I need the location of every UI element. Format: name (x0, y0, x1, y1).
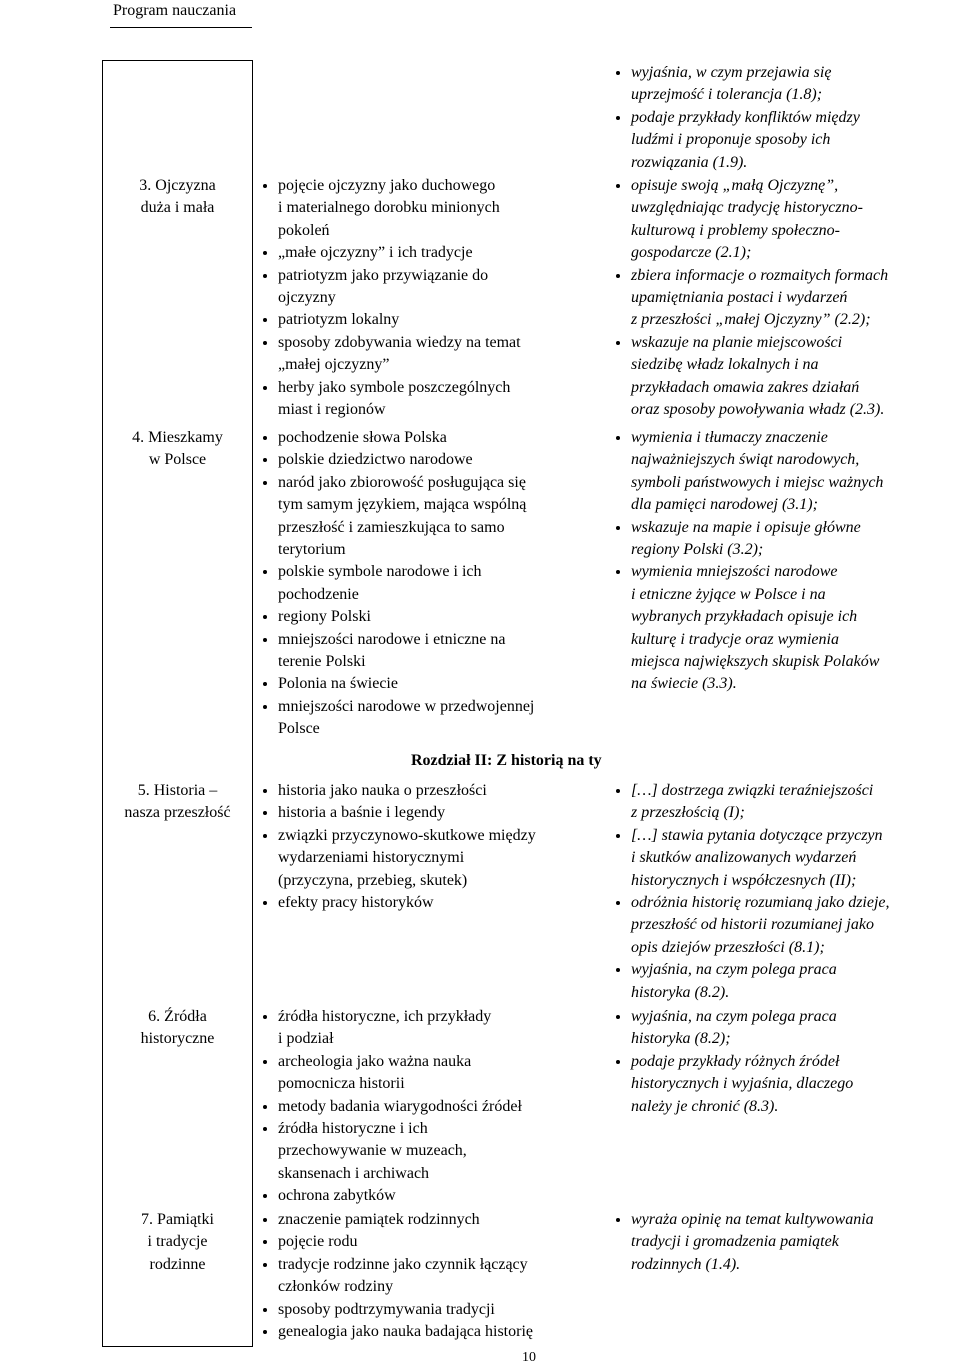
list-item-line: gospodarcze (2.1); (631, 244, 752, 262)
list-item (608, 427, 883, 517)
list-item (255, 265, 521, 310)
list-item-line: pochodzenie (278, 585, 359, 603)
topic-line: w Polsce (148, 451, 207, 469)
list-item (255, 1254, 533, 1299)
list-item (255, 449, 534, 471)
list-item (255, 175, 521, 242)
list-item-line: tym samym językiem, mająca wspólną (278, 496, 527, 514)
list-item-line: z przeszłości „małej Ojczyzny” (2.2); (631, 311, 871, 329)
list-item-line: wybranych przykładach opisuje ich (631, 608, 858, 626)
page-header-title: Program nauczania (113, 2, 237, 19)
list-item-line: z przeszłością (I); (631, 804, 745, 822)
topic-line: 3. Ojczyzna (139, 177, 216, 194)
topic-line: 7. Pamiątki (141, 1211, 214, 1228)
list-item (255, 427, 534, 449)
list-item-line: rodzinnych (1.4). (631, 1255, 741, 1273)
topic-line: duża i mała (140, 199, 215, 217)
list-item-line: ochrona zabytków (278, 1187, 396, 1205)
list-item-line: naród jako zbiorowość posługująca się (278, 473, 526, 491)
list-item-line: terytorium (278, 541, 346, 559)
list-item-line: i podział (278, 1030, 334, 1048)
list-item-line: historycznych i współczesnych (II); (631, 871, 857, 889)
topic-line: i tradycje (147, 1233, 208, 1251)
list-item-line: podaje przykłady różnych źródeł (631, 1052, 840, 1070)
list-item-line: wymienia i tłumaczy znaczenie (631, 429, 828, 446)
chapter-heading: Rozdział II: Z historią na ty (411, 752, 602, 769)
list-item-line: efekty pracy historyków (278, 894, 434, 912)
list-item (255, 1096, 522, 1118)
list-item (255, 825, 536, 892)
list-item-line: związki przyczynowo-skutkowe między (278, 826, 536, 844)
list-item-line: przykładach omawia zakres działań (631, 378, 860, 396)
list-item-line: historyka (8.2); (631, 1030, 731, 1048)
list-item (255, 673, 534, 695)
list-item-line: ludźmi i proponuje sposoby ich (631, 131, 831, 149)
list-item (255, 1321, 533, 1343)
list-item-line: polskie symbole narodowe i ich (278, 563, 482, 581)
list-item (255, 309, 521, 331)
requirements-list-mieszkamy (608, 427, 883, 696)
list-item (608, 62, 860, 107)
list-item-line: przechowywanie w muzeach, (278, 1142, 467, 1160)
list-item-line: wskazuje na planie miejscowości (631, 333, 843, 351)
list-item-line: pokoleń (278, 221, 330, 239)
list-item-line: metody badania wiarygodności źródeł (278, 1097, 522, 1115)
list-item (255, 802, 536, 824)
list-item-line: i skutków analizowanych wydarzeń (631, 849, 857, 867)
list-item-line: wyjaśnia, na czym polega praca (631, 1008, 837, 1025)
list-item (608, 1006, 853, 1051)
list-item-line: kulturę i tradycje oraz wymienia (631, 630, 839, 648)
grid-vline-topic (252, 60, 253, 1347)
topic-5 (103, 780, 252, 825)
list-item-line: (przyczyna, przebieg, skutek) (278, 871, 468, 889)
grid-vline-left (102, 60, 103, 1347)
list-item-line: historia a baśnie i legendy (278, 804, 446, 822)
list-item (608, 265, 888, 332)
list-item (255, 1185, 522, 1207)
list-item (255, 472, 534, 562)
list-item-line: wskazuje na mapie i opisuje główne (631, 518, 861, 536)
list-item-line: siedzibę władz lokalnych i na (631, 356, 819, 374)
grid-hline-top (102, 60, 253, 61)
list-item-line: sposoby zdobywania wiedzy na temat (278, 333, 521, 351)
requirements-list-pamiatki (608, 1209, 874, 1276)
requirements-list-top (608, 62, 860, 174)
list-item-line: wyjaśnia, w czym przejawia się (631, 64, 832, 81)
list-item-line: mniejszości narodowe w przedwojennej (278, 697, 535, 715)
list-item-line: odróżnia historię rozumianą jako dzieje, (631, 894, 890, 912)
list-item (608, 107, 860, 174)
list-item-line: opisuje swoją „małą Ojczyznę”, (631, 177, 839, 194)
topic-line: 5. Historia – (137, 782, 218, 799)
list-item-line: pomocnicza historii (278, 1075, 405, 1093)
list-item-line: „małej ojczyzny” (278, 356, 390, 374)
list-item-line: wyjaśnia, na czym polega praca (631, 961, 837, 979)
list-item-line: symboli państwowych i miejsc ważnych (631, 473, 884, 491)
list-item-line: tradycji i gromadzenia pamiątek (631, 1233, 839, 1251)
list-item-line: wyraża opinię na temat kultywowania (631, 1211, 874, 1228)
list-item-line: terenie Polski (278, 653, 366, 671)
list-item-line: upamiętniania postaci i wydarzeń (631, 289, 848, 307)
list-item-line: członków rodziny (278, 1278, 394, 1296)
list-item-line: wydarzeniami historycznymi (278, 849, 465, 867)
list-item-line: skansenach i archiwach (278, 1164, 430, 1182)
list-item-line: Polonia na świecie (278, 675, 398, 693)
list-item (255, 332, 521, 377)
list-item-line: historycznych i wyjaśnia, dlaczego (631, 1075, 854, 1093)
list-item (255, 561, 534, 606)
list-item (255, 1299, 533, 1321)
list-item (255, 242, 521, 264)
list-item-line: regiony Polski (278, 608, 371, 626)
list-item-line: uwzględniając tradycję historyczno- (631, 199, 863, 217)
list-item-line: archeologia jako ważna nauka (278, 1052, 472, 1070)
list-item-line: tradycje rodzinne jako czynnik łączący (278, 1255, 528, 1273)
list-item-line: regiony Polski (3.2); (631, 541, 764, 559)
list-item-line: rozwiązania (1.9). (631, 153, 748, 171)
list-item-line: historia jako nauka o przeszłości (278, 782, 487, 799)
page-header (110, 0, 252, 30)
list-item-line: miast i regionów (278, 401, 386, 419)
list-item-line: genealogia jako nauka badająca historię (278, 1323, 533, 1341)
list-item-line: Polsce (278, 720, 320, 738)
requirements-list-historia (608, 780, 890, 1004)
list-item (255, 1231, 533, 1253)
list-item-line: sposoby podtrzymywania tradycji (278, 1300, 495, 1318)
topic-line: historyczne (140, 1030, 215, 1048)
list-item-line: […] stawia pytania dotyczące przyczyn (631, 826, 883, 844)
list-item (255, 377, 521, 422)
list-item-line: pojęcie ojczyzny jako duchowego (278, 177, 496, 194)
list-item-line: podaje przykłady konfliktów między (631, 108, 860, 126)
list-item (608, 780, 890, 825)
list-item-line: […] dostrzega związki teraźniejszości (631, 782, 874, 799)
requirements-list-zrodla (608, 1006, 853, 1118)
topic-6 (103, 1006, 252, 1051)
content-list-pamiatki (255, 1209, 533, 1343)
list-item-line: pochodzenie słowa Polska (278, 429, 447, 446)
content-list-ojczyzna (255, 175, 521, 421)
content-list-mieszkamy (255, 427, 534, 741)
list-item-line: źródła historyczne, ich przykłady (278, 1008, 492, 1025)
list-item-line: kulturową i problemy społeczno- (631, 221, 841, 239)
page-number: 10 (522, 1350, 536, 1365)
content-list-historia (255, 780, 536, 914)
page-header-rule (110, 27, 252, 28)
list-item-line: „małe ojczyzny” i ich tradycje (278, 244, 473, 262)
list-item (608, 959, 890, 1004)
list-item-line: i etniczne żyjące w Polsce i na (631, 585, 826, 603)
list-item (255, 696, 534, 741)
list-item (255, 1006, 522, 1051)
topic-7 (103, 1209, 252, 1276)
list-item (608, 332, 888, 422)
list-item (255, 606, 534, 628)
list-item-line: najważniejszych świąt narodowych, (631, 451, 860, 469)
topic-4 (103, 427, 252, 472)
list-item-line: herby jako symbole poszczególnych (278, 378, 511, 396)
list-item-line: oraz sposoby powoływania władz (2.3). (631, 401, 885, 419)
list-item-line: należy je chronić (8.3). (631, 1097, 779, 1115)
list-item (608, 1209, 874, 1276)
list-item-line: dla pamięci narodowej (3.1); (631, 496, 818, 514)
topic-3 (103, 175, 252, 220)
list-item-line: patriotyzm lokalny (278, 311, 400, 329)
requirements-list-ojczyzna (608, 175, 888, 421)
list-item-line: na świecie (3.3). (631, 675, 737, 693)
list-item-line: uprzejmość i tolerancja (1.8); (631, 86, 823, 104)
list-item (608, 517, 883, 562)
topic-line: 6. Źródła (148, 1008, 207, 1025)
topic-line: 4. Mieszkamy (132, 429, 223, 446)
list-item (255, 1118, 522, 1185)
list-item (255, 780, 536, 802)
content-list-zrodla (255, 1006, 522, 1208)
list-item-line: przeszłość od historii rozumianej jako (631, 916, 874, 934)
list-item-line: historyka (8.2). (631, 983, 730, 1001)
list-item (608, 175, 888, 265)
list-item-line: polskie dziedzictwo narodowe (278, 451, 473, 469)
list-item-line: opis dziejów przeszłości (8.1); (631, 938, 825, 956)
list-item (255, 629, 534, 674)
list-item (255, 1051, 522, 1096)
list-item-line: przeszłość i zamieszkująca to samo (278, 518, 505, 536)
list-item (608, 1051, 853, 1118)
list-item-line: źródła historyczne i ich (278, 1120, 428, 1138)
grid-hline-bottom (102, 1346, 253, 1347)
list-item (608, 561, 883, 695)
list-item-line: pojęcie rodu (278, 1233, 358, 1251)
list-item-line: znaczenie pamiątek rodzinnych (278, 1211, 480, 1228)
topic-line: nasza przeszłość (124, 804, 231, 822)
list-item-line: i materialnego dorobku minionych (278, 199, 500, 217)
list-item (255, 892, 536, 914)
list-item-line: patriotyzm jako przywiązanie do (278, 266, 489, 284)
list-item-line: zbiera informacje o rozmaitych formach (631, 266, 889, 284)
list-item (608, 892, 890, 959)
list-item-line: mniejszości narodowe i etniczne na (278, 630, 506, 648)
list-item-line: wymienia mniejszości narodowe (631, 563, 838, 581)
list-item-line: ojczyzny (278, 289, 336, 307)
list-item (255, 1209, 533, 1231)
list-item (608, 825, 890, 892)
list-item-line: miejsca największych skupisk Polaków (631, 653, 880, 671)
topic-line: rodzinne (149, 1255, 206, 1273)
